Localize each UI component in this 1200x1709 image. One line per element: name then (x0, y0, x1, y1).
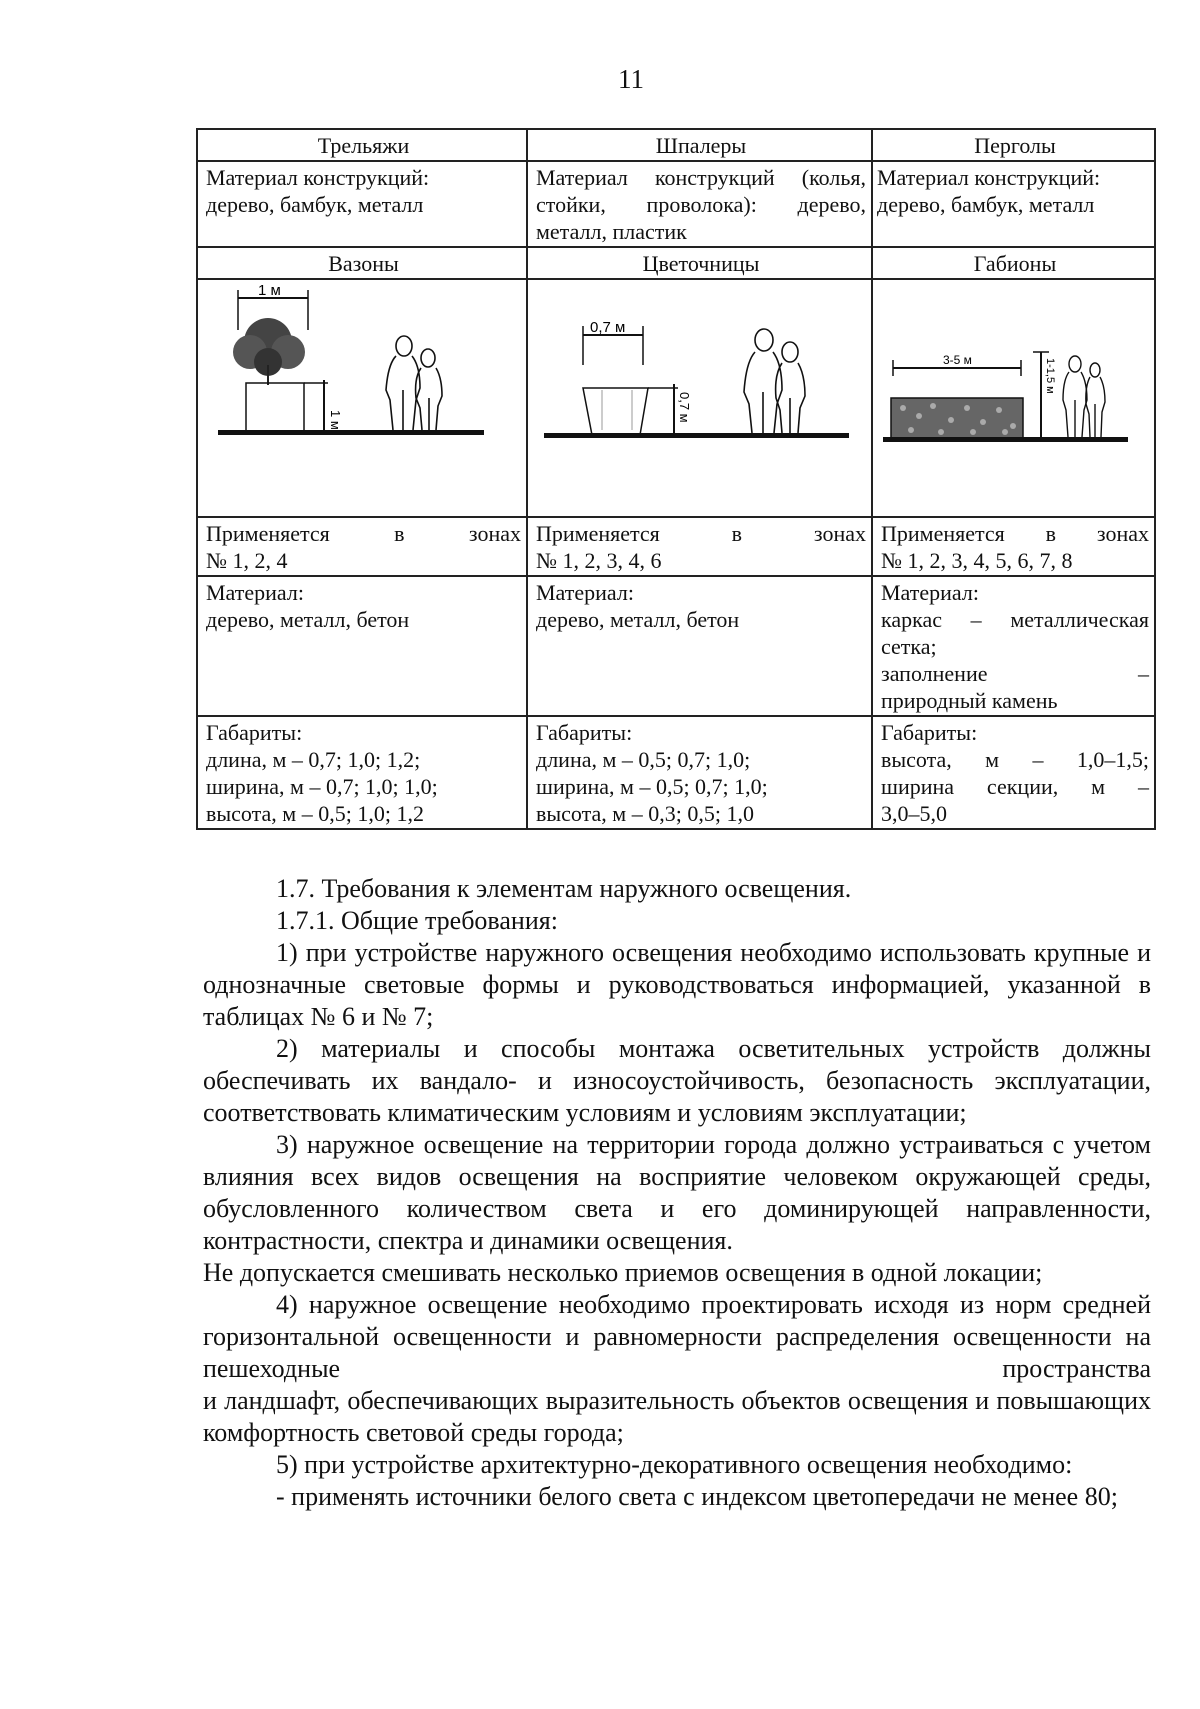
people-silhouettes-icon (744, 329, 805, 433)
text-line: Габариты: (881, 720, 978, 745)
paragraph-item-4: 4) наружное освещение необходимо проектировать исходя из норм средней горизонтальной освещенности и равномерности распределения освещенности на пешеходные пространства (203, 1290, 1151, 1383)
text-line: Применяется в зонах (881, 521, 1149, 546)
cell-gabion-drawing (872, 279, 1155, 517)
paragraph-item-5: 5) при устройстве архитектурно-декоративного освещения необходимо: (276, 1450, 1073, 1479)
text-line: 3,0–5,0 (881, 801, 947, 826)
text-line: Габариты: (206, 720, 303, 745)
text-line: металл, пластик (536, 219, 687, 244)
flowerbed-drawing (528, 280, 871, 513)
text-line: Габариты: (536, 720, 633, 745)
table-row-zones (197, 517, 1155, 576)
text-line: ширина, м – 0,5; 0,7; 1,0; (536, 774, 768, 799)
text-line: Применяется в зонах (536, 521, 866, 546)
table-row-material-1 (197, 161, 1155, 247)
table-header-row-2 (197, 247, 1155, 279)
cell-gabion-material (872, 576, 1155, 716)
header-pergola: Перголы (872, 129, 1155, 161)
subsection-heading: 1.7.1. Общие требования: (276, 906, 558, 935)
text-line: Материал: (881, 580, 979, 605)
vase-height-label: 1 м (328, 410, 343, 430)
paragraph-item-3-continued: Не допускается смешивать несколько приемов освещения в одной локации; (203, 1258, 1043, 1287)
people-silhouettes-icon (1063, 356, 1105, 437)
text-line: высота, м – 0,5; 1,0; 1,2 (206, 801, 424, 826)
text-line: заполнение – (881, 661, 1149, 686)
paragraph-item-3: 3) наружное освещение на территории города должно устраиваться с учетом влияния всех видов освещения на восприятие человеком окружающей среды, обусловленного количеством света и его доминирующей направленности, контрастности, спектра и динамики освещения. (203, 1130, 1151, 1255)
paragraph-item-4-continued: и ландшафт, обеспечивающих выразительность объектов освещения и повышающих комфортность световой среды города; (203, 1386, 1151, 1447)
text-line: каркас – металлическая (881, 607, 1149, 632)
structures-table (196, 128, 1156, 830)
text-line: природный камень (881, 688, 1058, 713)
paragraph-item-2: 2) материалы и способы монтажа осветительных устройств должны обеспечивать их вандало- и износоустойчивость, безопасность эксплуатации, соответствовать климатическим условиям и условиям эксплуатации; (203, 1034, 1151, 1127)
text-line: Материал конструкций (колья, (536, 165, 866, 190)
table-header-row (197, 129, 1155, 161)
header-flowerbeds: Цветочницы (527, 247, 872, 279)
cell-trellis-material (197, 161, 527, 247)
cell-espalier-material (527, 161, 872, 247)
vase-drawing (198, 280, 526, 513)
text-line: высота, м – 0,3; 0,5; 1,0 (536, 801, 754, 826)
table-row-images (197, 279, 1155, 517)
cell-vase-zones (197, 517, 527, 576)
text-line: дерево, бамбук, металл (206, 192, 424, 217)
gabion-width-label: 3-5 м (943, 353, 972, 367)
cell-gabion-dimensions (872, 716, 1155, 829)
text-line: ширина, м – 0,7; 1,0; 1,0; (206, 774, 438, 799)
table-row-dimensions (197, 716, 1155, 829)
cell-pergola-material (872, 161, 1155, 247)
text-line: № 1, 2, 3, 4, 6 (536, 548, 662, 573)
cell-gabion-zones (872, 517, 1155, 576)
flowerbed-height-label: 0,7 м (677, 392, 692, 423)
text-line: Материал: (536, 580, 634, 605)
text-line: Материал конструкций: (206, 165, 430, 190)
gabion-drawing (873, 280, 1154, 513)
header-gabions: Габионы (872, 247, 1155, 279)
table-row-material-2 (197, 576, 1155, 716)
page-number: 11 (618, 64, 644, 94)
text-line: длина, м – 0,7; 1,0; 1,2; (206, 747, 421, 772)
text-line: дерево, бамбук, металл (877, 192, 1095, 217)
lighting-requirements-text (203, 873, 1151, 1513)
text-line: Материал: (206, 580, 304, 605)
cell-flowerbed-drawing (527, 279, 872, 517)
text-line: ширина секции, м – (881, 774, 1149, 799)
text-line: Применяется в зонах (206, 521, 521, 546)
header-espalier: Шпалеры (527, 129, 872, 161)
cell-vase-material (197, 576, 527, 716)
text-line: длина, м – 0,5; 0,7; 1,0; (536, 747, 751, 772)
flowerbed-width-label: 0,7 м (590, 319, 626, 336)
vase-width-label: 1 м (258, 282, 281, 299)
text-line: № 1, 2, 4 (206, 548, 288, 573)
section-heading: 1.7. Требования к элементам наружного освещения. (276, 874, 852, 903)
gabion-height-label: 1-1,5 м (1044, 358, 1056, 394)
cell-vase-dimensions (197, 716, 527, 829)
text-line: дерево, металл, бетон (206, 607, 410, 632)
text-line: стойки, проволока): дерево, (536, 192, 866, 217)
cell-flowerbed-material (527, 576, 872, 716)
text-line: сетка; (881, 634, 937, 659)
paragraph-item-5-bullet: - применять источники белого света с индексом цветопередачи не менее 80; (276, 1482, 1118, 1511)
paragraph-item-1: 1) при устройстве наружного освещения необходимо использовать крупные и однозначные световые формы и руководствоваться информацией, указанной в таблицах № 6 и № 7; (203, 938, 1151, 1031)
text-line: дерево, металл, бетон (536, 607, 740, 632)
header-vases: Вазоны (197, 247, 527, 279)
cell-vase-drawing (197, 279, 527, 517)
cell-flowerbed-dimensions (527, 716, 872, 829)
people-silhouettes-icon (386, 336, 442, 430)
cell-flowerbed-zones (527, 517, 872, 576)
text-line: Материал конструкций: (877, 165, 1101, 190)
header-trellis: Трельяжи (197, 129, 527, 161)
text-line: № 1, 2, 3, 4, 5, 6, 7, 8 (881, 548, 1073, 573)
text-line: высота, м – 1,0–1,5; (881, 747, 1149, 772)
